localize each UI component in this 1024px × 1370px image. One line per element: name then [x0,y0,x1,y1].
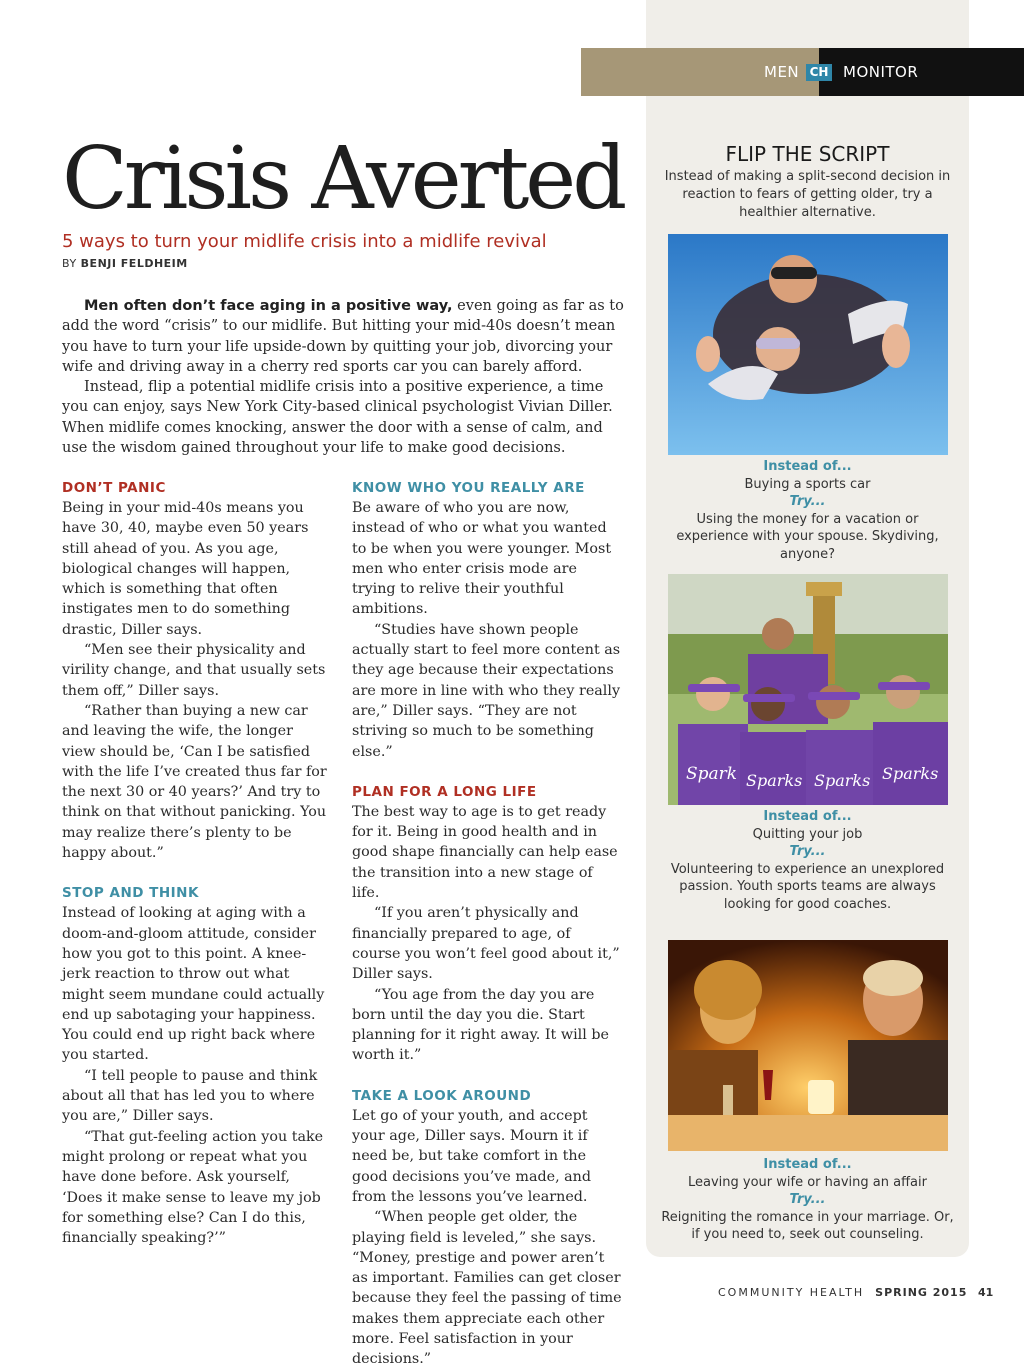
body-paragraph: Let go of your youth, and accept your age, Diller says. Mourn it if need be, but take comfort in the good decisions you’ve made, and from the lessons you’ve learned. [352,1107,592,1205]
sidebar-description: Instead of making a split-second decision in reaction to fears of getting older, try a healthier alternative. [664,169,951,220]
body-paragraph: “You age from the day you are born until the day you die. Start planning for it right away. It will be worth it.” [352,986,609,1064]
instead-text: Quitting your job [752,826,863,842]
intro-paragraph-1 [62,296,624,377]
banner-monitor-label: MONITOR [843,63,919,81]
section-heading: PLAN FOR A LONG LIFE [352,783,537,800]
instead-label: Instead of... [763,459,852,474]
instead-text: Leaving your wife or having an affair [688,1174,927,1190]
intro-lead: Men often don’t face aging in a positive way, [84,298,453,314]
body-paragraph: “Men see their physicality and virility change, and that usually sets them off,” Diller says. [62,642,326,699]
column-left [62,478,327,1248]
page-footer [718,1286,967,1299]
byline [62,257,188,270]
jersey-text: Spark [686,764,738,784]
article-title: Crisis Averted [62,129,624,229]
author-name: BENJI FELDHEIM [80,257,188,270]
skydiving-photo [668,234,948,455]
instead-label: Instead of... [763,1157,852,1172]
column-right [352,478,622,1370]
section-banner [581,48,1024,96]
dinner-illustration [668,940,948,1151]
body-paragraph: “Rather than buying a new car and leaving the wife, the longer view should be, ‘Can I be satisfied with the life I’ve created thus far for the next 30 or 40 years?’ And try to think on that without panicking. You may realize there’s plenty to be happy about.” [62,702,327,862]
youth-team-illustration [668,574,948,805]
article-subtitle: 5 ways to turn your midlife crisis into a midlife revival [62,231,547,252]
body-paragraph: Be aware of who you are now, instead of who or what you wanted to be when you were younger. Most men who enter crisis mode are trying to relive their youthful ambitions. [352,500,612,618]
try-text: Volunteering to experience an unexplored passion. Youth sports teams are always looking for good coaches. [670,861,945,912]
instead-label: Instead of... [763,809,852,824]
dinner-photo [668,940,948,1151]
section-heading: STOP AND THINK [62,885,199,902]
sidebar-item-3 [660,1156,955,1244]
body-paragraph: “If you aren’t physically and financially prepared to age, of course you won’t feel good about it,” Diller says. [352,905,620,983]
byline-prefix: BY [62,257,77,270]
jersey-text: Sparks [814,771,871,790]
body-paragraph: “I tell people to pause and think about all that has led you to where you are,” Diller says. [62,1067,318,1125]
body-paragraph: The best way to age is to get ready for it. Being in good health and in good shape financially can help ease the transition into a new stage of life. [352,803,618,902]
intro-p1-text: even going as far as to add the word “crisis” to our midlife. But hitting your mid-40s doesn’t mean you have to turn your life upside-down by quitting your job, divorcing your wife and driving away in a cherry red sports car you can barely afford. [62,298,624,375]
jersey-text: Sparks [882,764,939,783]
try-label: Try... [789,844,826,860]
section-heading: TAKE A LOOK AROUND [352,1087,532,1104]
try-text: Reigniting the romance in your marriage. Or, if you need to, seek out counseling. [661,1209,954,1243]
section-heading: KNOW WHO YOU REALLY ARE [352,480,585,496]
jersey-text: Sparks [746,771,803,790]
sidebar-item-2 [660,808,955,914]
publication-name: COMMUNITY HEALTH [718,1286,865,1299]
issue-label: SPRING 2015 [875,1286,968,1299]
article-intro [62,296,624,458]
body-paragraph: Instead of looking at aging with a doom-and-gloom attitude, consider how you got to this point. A knee-jerk reaction to throw out what might seem mundane could actually end up sabotaging your happiness. You could end up right back where you started. [62,905,325,1064]
ch-logo-badge: CH [806,64,832,81]
youth-team-photo [668,574,948,805]
instead-text: Buying a sports car [744,476,871,492]
try-label: Try... [789,494,826,510]
body-paragraph: “When people get older, the playing field is leveled,” she says. “Money, prestige and power aren’t as important. Families can get closer because they feel the passing of time makes them appreciate each other more. Feel satisfaction in your decisions.” [352,1209,622,1368]
banner-men-label: MEN [764,63,800,81]
body-paragraph: “That gut-feeling action you take might prolong or repeat what you have done before. Ask yourself, ‘Does it make sense to leave my job for something else? Can I do this, financially speaking?’” [62,1128,324,1247]
body-paragraph: “Studies have shown people actually start to feel more content as they age because their expectations are more in line with who they really are,” Diller says. “They are not striving so much to be something else.” [352,621,621,760]
try-label: Try... [789,1192,826,1208]
section-heading: DON’T PANIC [62,480,166,496]
intro-paragraph-2: Instead, flip a potential midlife crisis into a positive experience, a time you can enjoy, says New York City-based clinical psychologist Vivian Diller. When midlife comes knocking, answer the door with a sense of calm, and use the wisdom gained throughout your life to make good decisions. [62,379,613,457]
page-number: 41 [978,1286,994,1299]
sidebar-title: FLIP THE SCRIPT [725,142,890,166]
body-paragraph: Being in your mid-40s means you have 30, 40, maybe even 50 years still ahead of you. As you age, biological changes will happen, which is something that often instigates men to do something drastic, Diller says. [62,500,309,638]
sidebar-item-1 [660,458,955,564]
try-text: Using the money for a vacation or experience with your spouse. Skydiving, anyone? [676,511,939,562]
skydiving-illustration [668,234,948,455]
